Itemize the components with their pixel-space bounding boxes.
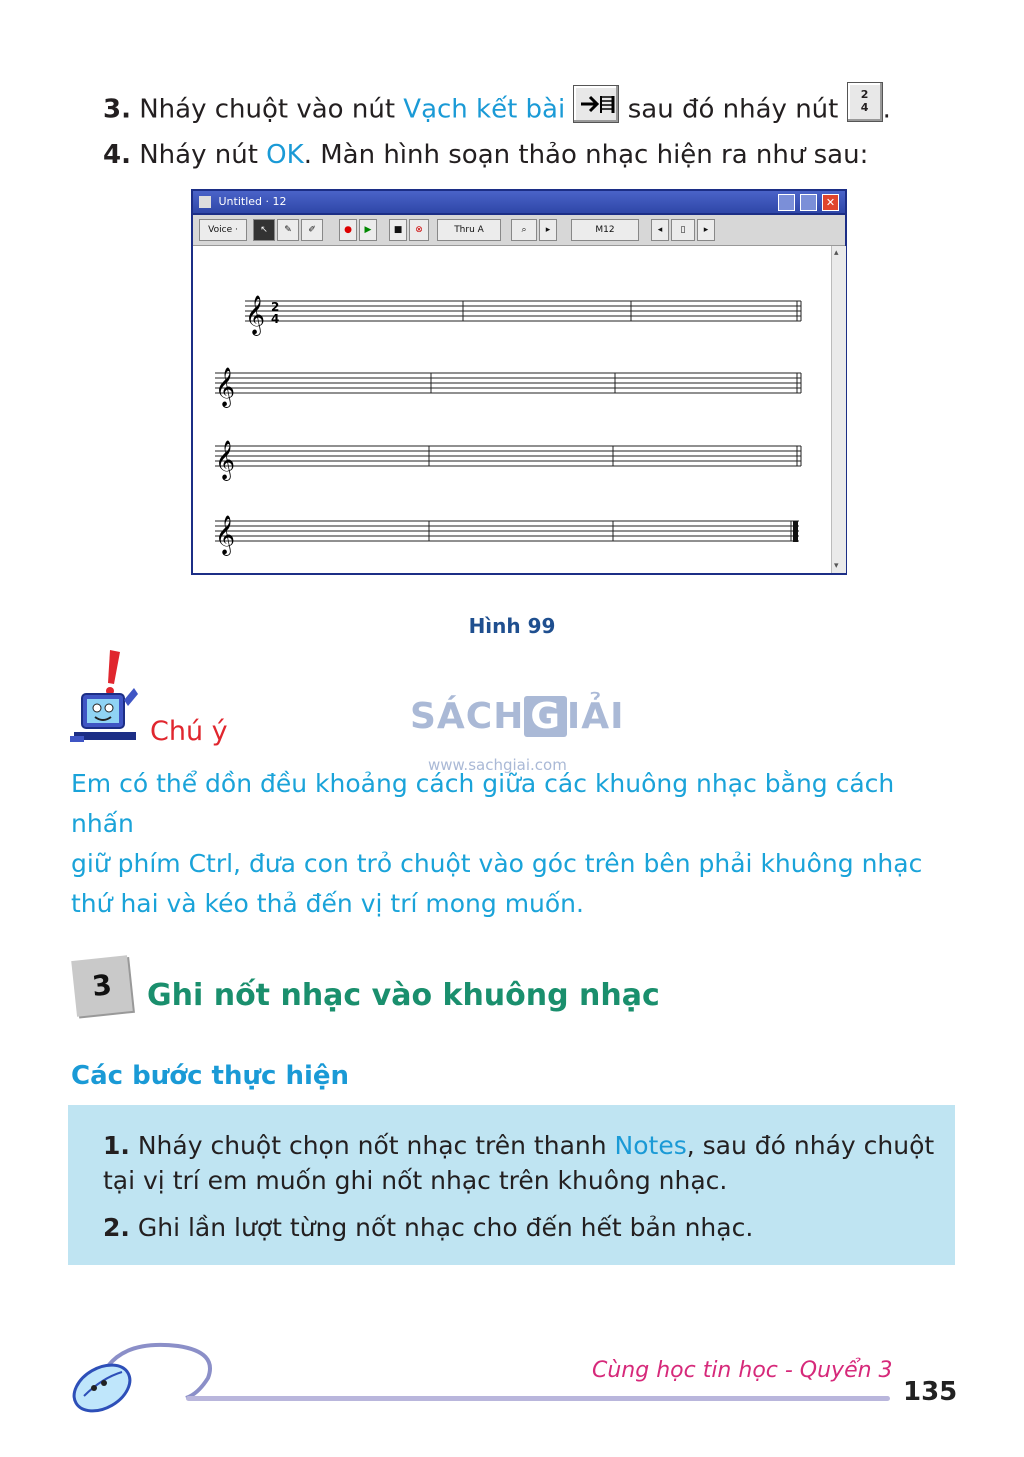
step-highlight: Vạch kết bài — [403, 94, 566, 125]
note-line: Em có thể dồn đều khoảng cách giữa các khuông nhạc bằng cách nhấn — [71, 769, 895, 838]
window-title: Untitled · 12 — [218, 195, 287, 208]
barline-end-icon — [573, 85, 619, 123]
zoom-icon[interactable]: ⌕ — [511, 219, 537, 241]
watermark-left: SÁCH — [410, 696, 525, 737]
page-number: 135 — [903, 1377, 958, 1407]
scroll-up-icon[interactable]: ▴ — [834, 248, 839, 258]
score-area — [193, 246, 831, 573]
step-text: Ghi lần lượt từng nốt nhạc cho đến hết bản nhạc. — [137, 1213, 754, 1242]
measure-label: M12 — [595, 225, 615, 235]
watermark-g: G — [524, 696, 567, 737]
watermark-logo — [410, 696, 625, 737]
arrow-right-icon[interactable]: ▸ — [539, 219, 557, 241]
mascot-computer-icon — [70, 648, 140, 746]
note-body — [71, 764, 955, 924]
step-number: 1. — [103, 1131, 130, 1160]
note-line: thứ hai và kéo thả đến vị trí mong muốn. — [71, 889, 584, 918]
eraser-tool-icon[interactable]: ✎ — [277, 219, 299, 241]
staff-3 — [215, 446, 801, 466]
step-highlight: Notes — [614, 1131, 687, 1160]
step-text: . Màn hình soạn thảo nhạc hiện ra như sau: — [303, 140, 869, 170]
time-signature-icon — [847, 82, 883, 122]
staff-1 — [245, 301, 801, 321]
app-icon — [199, 196, 211, 208]
note-title: Chú ý — [150, 716, 228, 747]
footer-rule — [186, 1396, 890, 1401]
box-step-1 — [103, 1129, 934, 1163]
window-title-bar — [193, 191, 845, 213]
box-step-1-line2: tại vị trí em muốn ghi nốt nhạc trên khuông nhạc. — [103, 1166, 728, 1195]
step-text: Nháy nút — [139, 140, 258, 170]
watermark-right: IẢI — [566, 696, 625, 737]
thru-select[interactable] — [437, 219, 501, 241]
step-text: , sau đó nháy chuột — [686, 1131, 935, 1160]
step-end: . — [882, 94, 891, 125]
step-text: Nháy chuột chọn nốt nhạc trên thanh — [137, 1131, 607, 1160]
step-number: 4. — [103, 140, 131, 170]
time-sig-bottom: 4 — [860, 101, 869, 114]
record-icon[interactable]: ● — [339, 219, 357, 241]
staff-2 — [215, 373, 801, 393]
note-line: giữ phím Ctrl, đưa con trỏ chuột vào góc trên bên phải khuông nhạc — [71, 849, 923, 878]
select-tool-icon[interactable]: ↖ — [253, 219, 275, 241]
treble-clef-icon: 𝄞 — [215, 367, 236, 407]
music-editor-window — [191, 189, 847, 575]
section-title: Ghi nốt nhạc vào khuông nhạc — [147, 978, 660, 1013]
voice-select[interactable] — [199, 219, 247, 241]
pencil-tool-icon[interactable]: ✐ — [301, 219, 323, 241]
staves-svg — [193, 246, 831, 573]
section-number-badge — [71, 955, 133, 1017]
treble-clef-icon: 𝄞 — [245, 295, 266, 335]
step-number: 3. — [103, 94, 131, 125]
time-sig-top-mark: 2 — [271, 300, 280, 314]
step-3 — [103, 90, 891, 130]
box-step-2 — [103, 1211, 753, 1245]
mute-icon[interactable]: ⊗ — [409, 219, 429, 241]
figure-caption: Hình 99 — [468, 614, 556, 638]
step-4 — [103, 138, 868, 172]
thru-label: Thru A — [454, 225, 484, 235]
treble-clef-icon: 𝄞 — [215, 515, 236, 555]
treble-clef-icon: 𝄞 — [215, 440, 236, 480]
measure-select[interactable] — [571, 219, 639, 241]
final-barline — [793, 521, 798, 542]
arrow-right-icon[interactable]: ▸ — [697, 219, 715, 241]
steps-box — [68, 1105, 955, 1265]
arrow-left-icon[interactable]: ◂ — [651, 219, 669, 241]
time-sig-top: 2 — [860, 88, 869, 101]
staff-4 — [215, 521, 799, 541]
footer-book-title: Cùng học tin học - Quyển 3 — [592, 1358, 893, 1383]
close-icon[interactable]: ✕ — [822, 194, 839, 211]
step-number: 2. — [103, 1213, 130, 1242]
vertical-scrollbar[interactable] — [831, 246, 846, 573]
section-subtitle: Các bước thực hiện — [71, 1061, 350, 1091]
minimize-icon[interactable] — [778, 194, 795, 211]
step-highlight: OK — [266, 140, 304, 170]
page-icon[interactable]: ▯ — [671, 219, 695, 241]
step-text: Nháy chuột vào nút — [139, 94, 396, 125]
time-sig-bottom-mark: 4 — [271, 312, 280, 326]
mouse-mascot-icon — [68, 1338, 228, 1418]
step-text: sau đó nháy nút — [627, 94, 839, 125]
scroll-down-icon[interactable]: ▾ — [834, 561, 839, 571]
watermark-url: www.sachgiai.com — [428, 756, 567, 774]
section-number: 3 — [90, 968, 114, 1003]
window-toolbar — [193, 215, 845, 246]
voice-label: Voice · — [208, 225, 238, 235]
stop-icon[interactable]: ■ — [389, 219, 407, 241]
maximize-icon[interactable] — [800, 194, 817, 211]
play-icon[interactable]: ▶ — [359, 219, 377, 241]
